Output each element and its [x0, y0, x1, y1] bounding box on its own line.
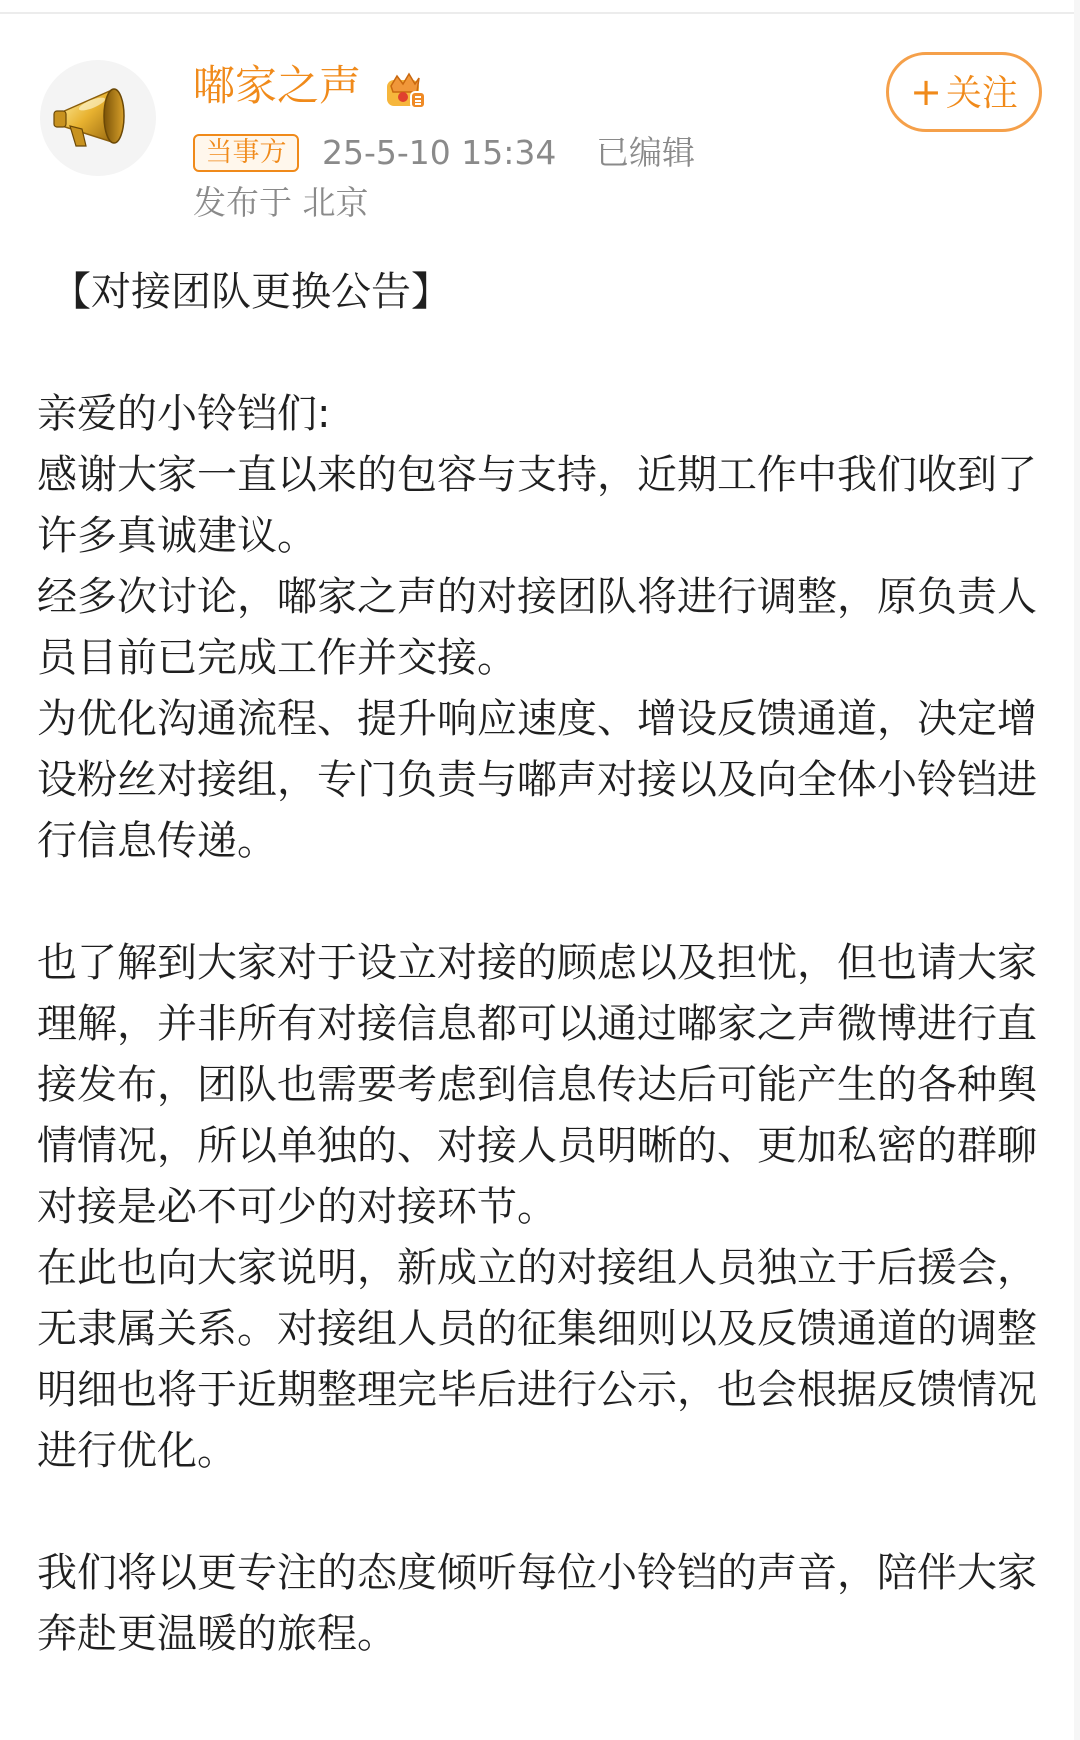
paragraph-spacer — [37, 1482, 1037, 1543]
plus-icon: + — [910, 70, 942, 114]
edited-label[interactable]: 已编辑 — [596, 133, 695, 172]
post-paragraph: 亲爱的小铃铛们: — [37, 391, 331, 437]
post-paragraph: 也了解到大家对于设立对接的顾虑以及担忧，但也请大家理解，并非所有对接信息都可以通过嘟家之声微博进行直接发布，团队也需要考虑到信息传达后可能产生的各种舆情情况，所以单独的、对接人员明晰的、更加私密的群聊对接是必不可少的对接环节。 — [37, 940, 1037, 1230]
avatar[interactable] — [40, 60, 156, 176]
follow-button[interactable] — [886, 52, 1042, 132]
post-paragraph: 在此也向大家说明，新成立的对接组人员独立于后援会，无隶属关系。对接组人员的征集细则以及反馈通道的调整明细也将于近期整理完毕后进行公示，也会根据反馈情况进行优化。 — [37, 1245, 1037, 1474]
post-paragraph: 感谢大家一直以来的包容与支持，近期工作中我们收到了许多真诚建议。 — [37, 452, 1037, 559]
post-paragraph: 经多次讨论，嘟家之声的对接团队将进行调整，原负责人员目前已完成工作并交接。 — [37, 574, 1037, 681]
megaphone-icon — [40, 60, 156, 176]
post-paragraph: 我们将以更专注的态度倾听每位小铃铛的声音，陪伴大家奔赴更温暖的旅程。 — [37, 1550, 1037, 1657]
post-paragraph: 为优化沟通流程、提升响应速度、增设反馈通道，决定增设粉丝对接组，专门负责与嘟声对接以及向全体小铃铛进行信息传递。 — [37, 696, 1037, 864]
crown-level-icon[interactable] — [381, 66, 429, 114]
post-timestamp: 25-5-10 15:34 — [322, 133, 557, 172]
post-title: 【对接团队更换公告】 — [51, 269, 451, 315]
paragraph-spacer — [37, 872, 1037, 933]
follow-label: 关注 — [945, 73, 1018, 114]
post-location: 发布于 北京 — [193, 183, 369, 222]
party-tag: 当事方 — [193, 134, 299, 172]
username[interactable]: 嘟家之声 — [193, 61, 362, 110]
post-body — [37, 262, 1037, 1665]
paragraph-spacer — [37, 323, 1037, 384]
top-divider — [0, 12, 1080, 14]
scrollbar-track[interactable] — [1074, 0, 1080, 1740]
